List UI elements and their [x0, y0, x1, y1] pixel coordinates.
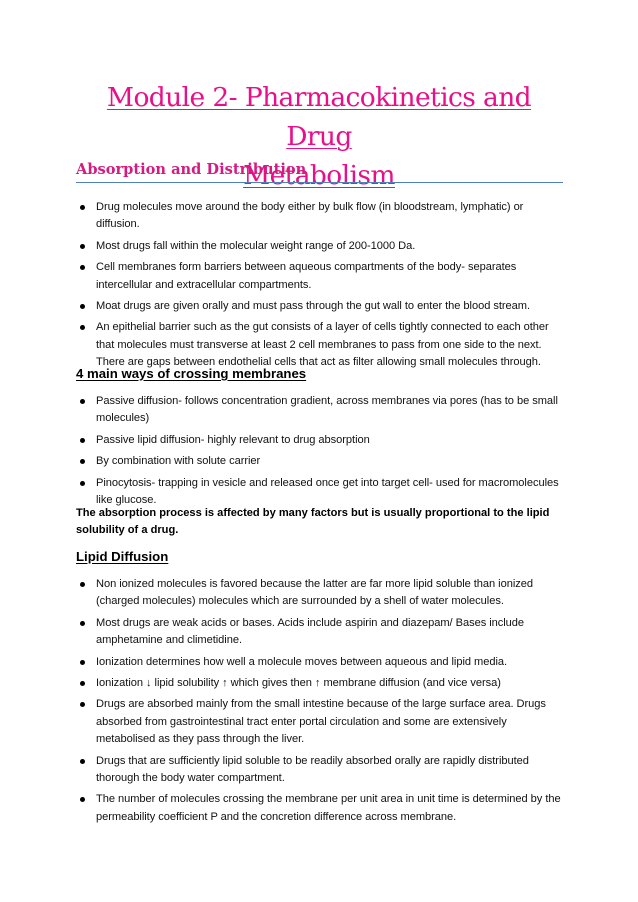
list-item: Drug molecules move around the body either by bulk flow (in bloodstream, lymphatic) or diffusion. — [76, 199, 564, 234]
list-item: By combination with solute carrier — [76, 453, 564, 470]
list-item: An epithelial barrier such as the gut consists of a layer of cells tightly connected to each other that molecules must transverse at least 2 cell membranes to pass from one side to the next. There are gaps between endothelial cells that act as filter allowing small molecules through. — [76, 319, 564, 371]
list-item: The number of molecules crossing the membrane per unit area in unit time is determined by the permeability coefficient P and the concretion difference across membrane. — [76, 791, 564, 826]
list-item: Ionization determines how well a molecule moves between aqueous and lipid media. — [76, 654, 564, 671]
list-item: Drugs are absorbed mainly from the small intestine because of the large surface area. Drugs absorbed from gastrointestinal tract enter portal circulation and some are extensively metabolised as they pass through the liver. — [76, 696, 564, 748]
list-item: Non ionized molecules is favored because the latter are far more lipid soluble than ionized (charged molecules) molecules which are surrounded by a shell of water molecules. — [76, 576, 564, 611]
list-item: Passive diffusion- follows concentration gradient, across membranes via pores (has to be small molecules) — [76, 393, 564, 428]
list-item: Pinocytosis- trapping in vesicle and released once get into target cell- used for macromolecules like glucose. — [76, 475, 564, 510]
section-heading-absorption: Absorption and Distribution — [76, 161, 307, 178]
list-item: Most drugs fall within the molecular weight range of 200-1000 Da. — [76, 238, 564, 255]
list-item: Most drugs are weak acids or bases. Acids include aspirin and diazepam/ Bases include amphetamine and climetidine. — [76, 615, 564, 650]
title-line-1: Module 2- Pharmacokinetics and Drug — [106, 82, 532, 152]
list-item: Cell membranes form barriers between aqueous compartments of the body- separates intercellular and extracellular compartments. — [76, 259, 564, 294]
list-item: Moat drugs are given orally and must pass through the gut wall to enter the blood stream. — [76, 298, 564, 315]
lipid-bullet-list — [76, 576, 564, 826]
section-heading-membranes: 4 main ways of crossing membranes — [76, 366, 307, 381]
absorption-bullet-list — [76, 199, 564, 372]
title-line-2: Metabolism — [243, 160, 395, 191]
heading-divider — [76, 182, 563, 183]
absorption-note: The absorption process is affected by many factors but is usually proportional to the lipid solubility of a drug. — [76, 507, 550, 537]
list-item: Passive lipid diffusion- highly relevant to drug absorption — [76, 432, 564, 449]
section-heading-lipid: Lipid Diffusion — [76, 549, 169, 564]
list-item: Ionization ↓ lipid solubility ↑ which gives then ↑ membrane diffusion (and vice versa) — [76, 675, 564, 692]
membranes-bullet-list — [76, 393, 564, 509]
list-item: Drugs that are sufficiently lipid soluble to be readily absorbed orally are rapidly distributed thorough the body water compartment. — [76, 753, 564, 788]
